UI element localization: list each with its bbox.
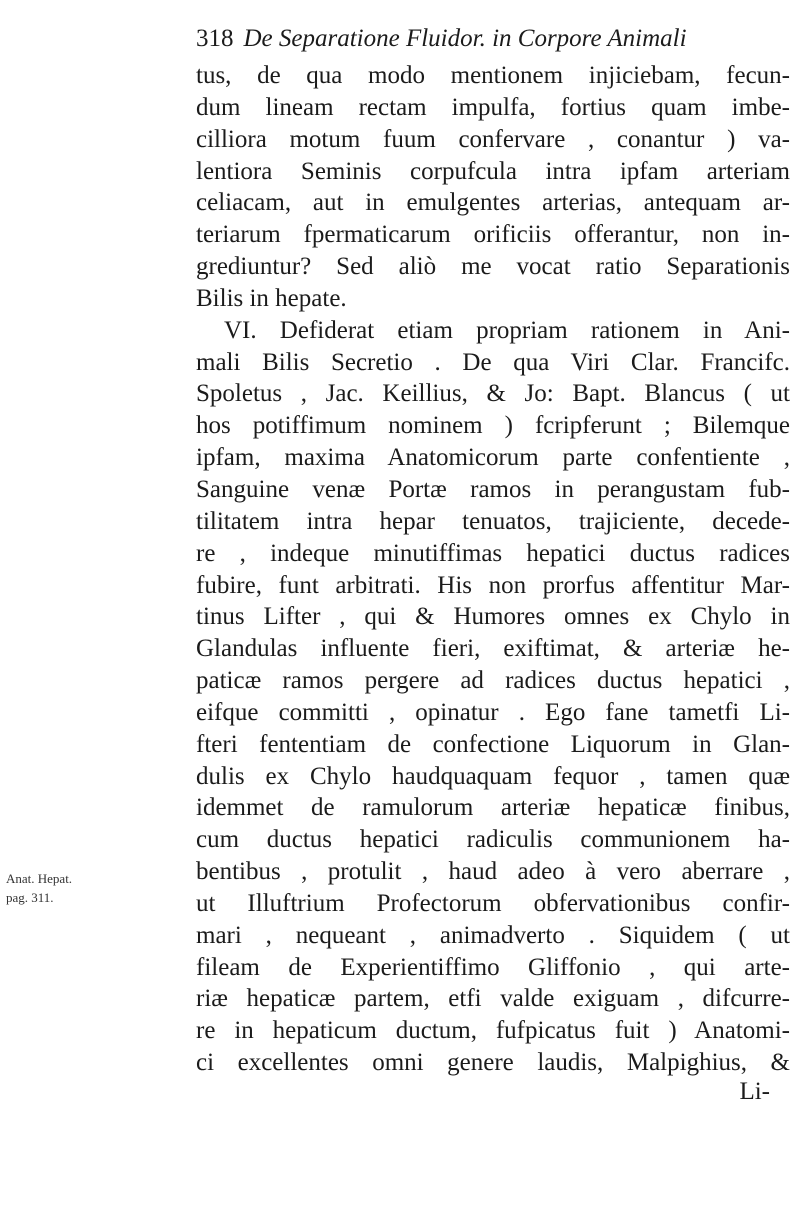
text-line: bentibus , protulit , haud adeo à vero aberrare , xyxy=(196,858,790,886)
text-line: fteri fententiam de confectione Liquorum in Glan- xyxy=(196,730,790,758)
text-line: re in hepaticum ductum, fufpicatus fuit ) Anatomi- xyxy=(196,1017,790,1045)
marginal-reference-line-1: Anat. Hepat. xyxy=(6,871,73,886)
text-line: VI. Defiderat etiam propriam rationem in Ani- xyxy=(224,316,790,344)
text-line: lentiora Seminis corpufcula intra ipfam arteriam xyxy=(196,157,790,185)
text-line: cum ductus hepatici radiculis communionem ha- xyxy=(196,826,790,854)
text-line: riæ hepaticæ partem, etfi valde exiguam , difcurre- xyxy=(196,985,790,1013)
text-line: mari , nequeant , animadverto . Siquidem ( ut xyxy=(196,921,790,949)
text-line: ipfam, maxima Anatomicorum parte confentiente , xyxy=(196,444,790,472)
text-line: ci excellentes omni genere laudis, Malpighius, & xyxy=(196,1049,790,1077)
text-line: re , indeque minutiffimas hepatici ductus radices xyxy=(196,539,790,567)
catchword: Li- xyxy=(739,1078,770,1105)
text-line: dulis ex Chylo haudquaquam fequor , tamen quæ xyxy=(196,762,790,790)
text-line: fileam de Experientiffimo Gliffonio , qui arte- xyxy=(196,953,790,981)
marginal-reference xyxy=(6,869,106,907)
text-line: Glandulas influente fieri, exiftimat, & arteriæ he- xyxy=(196,635,790,663)
page-number: 318 xyxy=(196,25,234,52)
text-line: tinus Lifter , qui & Humores omnes ex Chylo in xyxy=(196,603,790,631)
running-title: De Separatione Fluidor. in Corpore Animali xyxy=(243,25,687,52)
text-line: fubire, funt arbitrati. His non prorfus affentitur Mar- xyxy=(196,571,790,599)
text-line: Sanguine venæ Portæ ramos in perangustam fub- xyxy=(196,475,790,503)
text-line: teriarum fpermaticarum orificiis offerantur, non in- xyxy=(196,221,790,249)
text-line: hos potiffimum nominem ) fcripferunt ; Bilemque xyxy=(196,412,790,440)
running-head xyxy=(196,24,687,54)
text-line: grediuntur? Sed aliò me vocat ratio Separationis xyxy=(196,253,790,281)
text-line: Spoletus , Jac. Keillius, & Jo: Bapt. Blancus ( ut xyxy=(196,380,790,408)
text-line: idemmet de ramulorum arteriæ hepaticæ finibus, xyxy=(196,794,790,822)
text-line: tilitatem intra hepar tenuatos, trajiciente, decede- xyxy=(196,507,790,535)
body-text xyxy=(196,60,790,1105)
text-line: paticæ ramos pergere ad radices ductus hepatici , xyxy=(196,667,790,695)
text-line: Bilis in hepate. xyxy=(196,284,347,312)
text-line: mali Bilis Secretio . De qua Viri Clar. Francifc. xyxy=(196,348,790,376)
text-line: celiacam, aut in emulgentes arterias, antequam ar- xyxy=(196,189,790,217)
text-line: eifque committi , opinatur . Ego fane tametfi Li- xyxy=(196,698,790,726)
text-line: ut Illuftrium Profectorum obfervationibus confir- xyxy=(196,889,790,917)
text-line: cilliora motum fuum confervare , conantur ) va- xyxy=(196,125,790,153)
text-line: tus, de qua modo mentionem injiciebam, fecun- xyxy=(196,62,790,89)
marginal-reference-line-2: pag. 311. xyxy=(6,890,54,905)
text-line: dum lineam rectam impulfa, fortius quam imbe- xyxy=(196,93,790,121)
